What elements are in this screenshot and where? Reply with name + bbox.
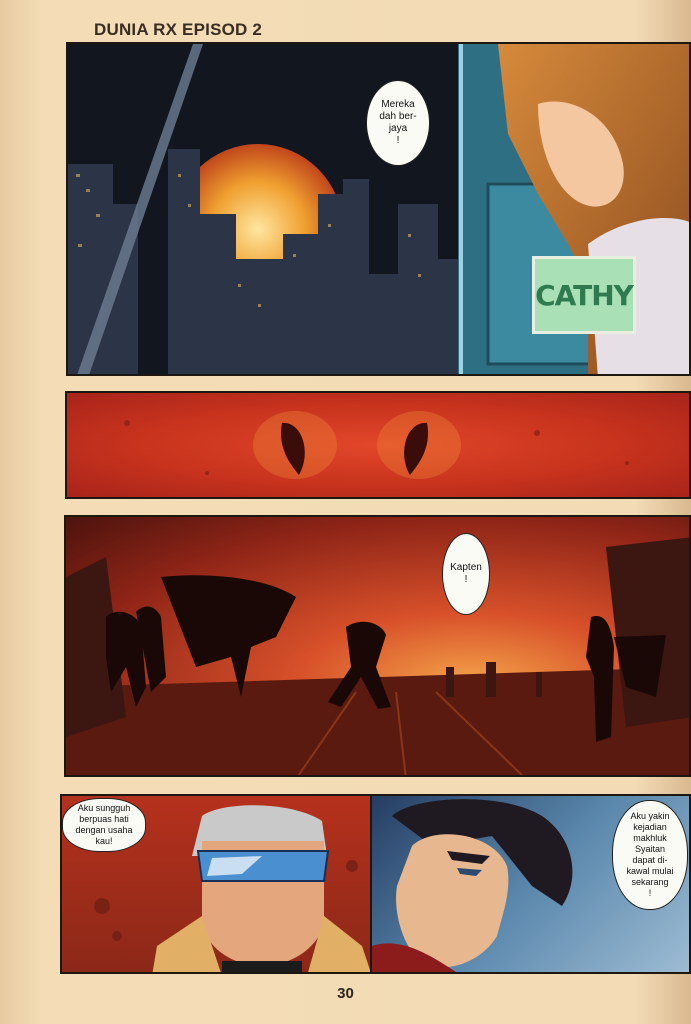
bubble-line: kejadian — [633, 822, 667, 832]
bubble-line: makhluk — [633, 833, 667, 843]
demon-eyes-artwork — [67, 393, 691, 499]
bubble-line: berpuas hati — [79, 814, 129, 824]
page-number: 30 — [337, 985, 354, 1002]
panel-demon-eyes — [65, 391, 691, 499]
panel-battlefield — [64, 515, 691, 777]
bubble-line: Aku yakin — [630, 811, 670, 821]
episode-header: DUNIA RX EPISOD 2 — [94, 20, 263, 39]
bubble-line: jaya — [388, 123, 408, 134]
bubble-line: Mereka — [381, 99, 415, 110]
speech-bubble-kapten — [442, 533, 490, 615]
bubble-line: sekarang — [631, 877, 669, 887]
bubble-line: ! — [464, 574, 468, 585]
cathy-name-sign: CATHY — [532, 256, 636, 334]
speech-bubble-aku-yakin — [612, 800, 688, 910]
panel-city-skyline — [66, 42, 691, 376]
speech-bubble-mereka — [366, 80, 430, 166]
bubble-line: Aku sungguh — [77, 803, 131, 813]
bubble-line: Kapten — [450, 562, 482, 573]
speech-bubble-aku-sungguh — [62, 798, 146, 852]
bubble-line: kau! — [95, 836, 113, 846]
bubble-line: ! — [396, 135, 400, 146]
panel-visor-man — [60, 794, 378, 974]
bubble-line: ! — [648, 888, 652, 898]
bubble-line: dapat di- — [632, 855, 668, 865]
bubble-line: dengan usaha — [75, 825, 133, 835]
bubble-line: kawal mulai — [626, 866, 674, 876]
bubble-line: dah ber- — [379, 111, 417, 122]
caped-fighter — [161, 575, 296, 697]
bubble-line: Syaitan — [634, 844, 666, 854]
battlefield-artwork — [66, 517, 691, 777]
